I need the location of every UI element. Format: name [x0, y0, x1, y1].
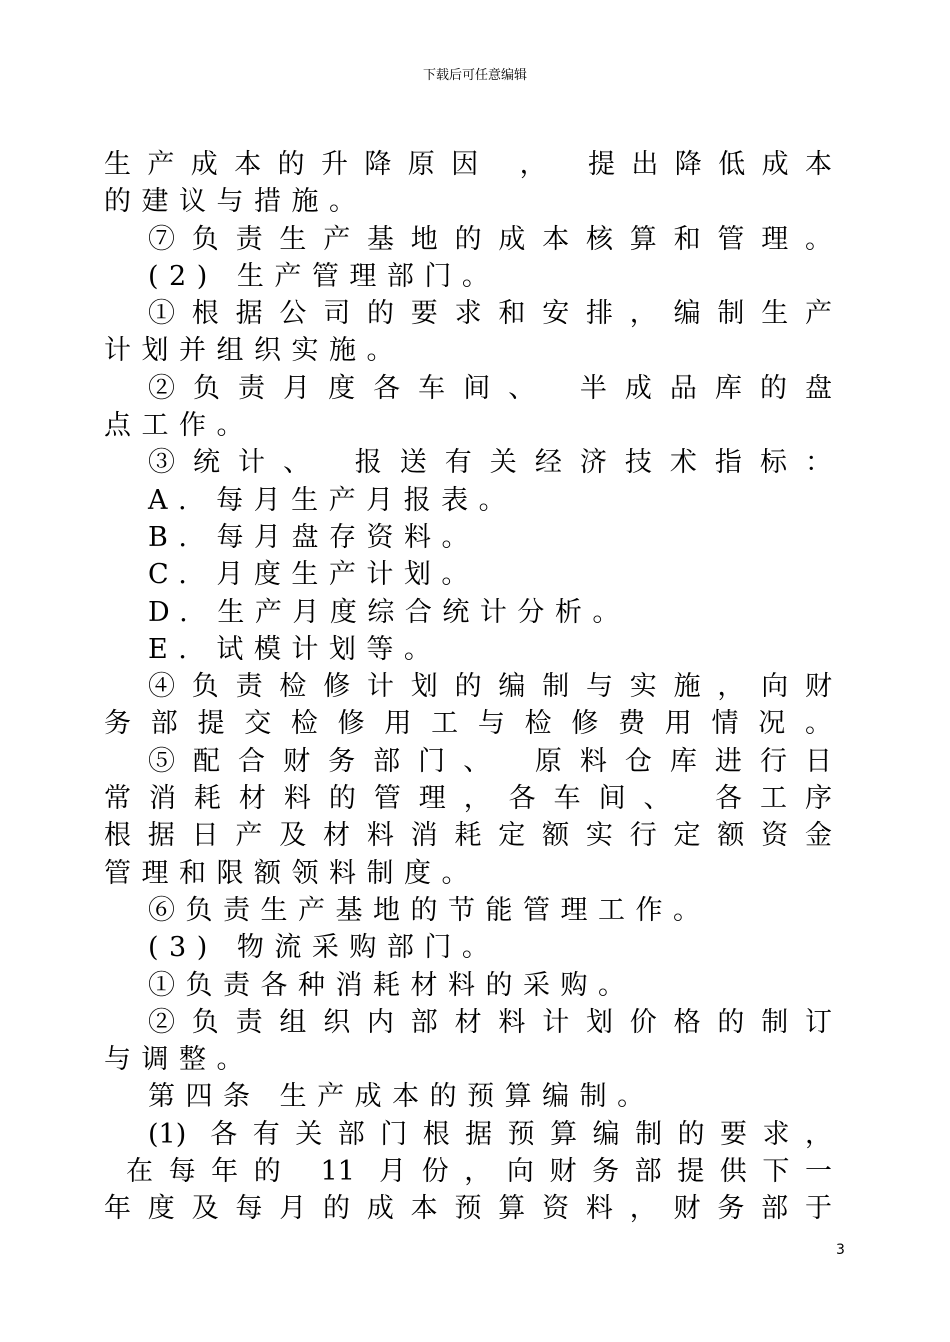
text-line: 管理和限额领料制度。 — [104, 857, 479, 889]
text-line: B. 每月盘存资料。 — [148, 521, 480, 553]
text-line: ⑤配合财务部门、 原料仓库进行日 — [148, 745, 832, 777]
text-line: D. 生产月度综合统计分析。 — [148, 596, 630, 628]
text-line: 根据日产及材料消耗定额实行定额资金 — [104, 820, 832, 852]
text-line: ②负责组织内部材料计划价格的制订 — [148, 1006, 832, 1038]
text-line: 计划并组织实施。 — [104, 335, 404, 367]
text-line: (2) 生产管理部门。 — [148, 260, 500, 292]
text-line: 的建议与措施。 — [104, 186, 367, 218]
text-line: ⑥负责生产基地的节能管理工作。 — [148, 894, 711, 926]
document-body — [104, 146, 832, 1228]
text-line: 年度及每月的成本预算资料，财务部于 — [104, 1193, 832, 1225]
page-header: 下载后可任意编辑 — [422, 68, 527, 83]
text-line: ③统计、 报送有关经济技术指标： — [148, 447, 832, 479]
text-line: ④负责检修计划的编制与实施，向财 — [148, 671, 832, 703]
text-line: ①负责各种消耗材料的采购。 — [148, 969, 636, 1001]
text-line: 点工作。 — [104, 410, 254, 442]
text-line: (3) 物流采购部门。 — [148, 932, 500, 964]
page-number: 3 — [836, 1242, 845, 1258]
text-line: ②负责月度各车间、 半成品库的盘 — [148, 372, 832, 404]
text-line: 与调整。 — [104, 1044, 254, 1076]
text-line: ①根据公司的要求和安排，编制生产 — [148, 298, 832, 330]
text-line: 在每年的 11 月份，向财务部提供下一 — [126, 1156, 832, 1188]
text-line: 务部提交检修用工与检修费用情况。 — [104, 708, 832, 740]
text-line: (1) 各有关部门根据预算编制的要求， — [148, 1118, 832, 1150]
text-line: ⑦负责生产基地的成本核算和管理。 — [148, 223, 832, 255]
text-line: C. 月度生产计划。 — [148, 559, 479, 591]
text-line: E. 试模计划等。 — [148, 633, 442, 665]
text-line: A. 每月生产月报表。 — [148, 484, 517, 516]
text-line: 生产成本的升降原因 ， 提出降低成本 — [104, 149, 832, 180]
text-line: 第四条 生产成本的预算编制。 — [148, 1081, 655, 1113]
text-line: 常消耗材料的管理，各车间、 各工序 — [104, 783, 832, 815]
